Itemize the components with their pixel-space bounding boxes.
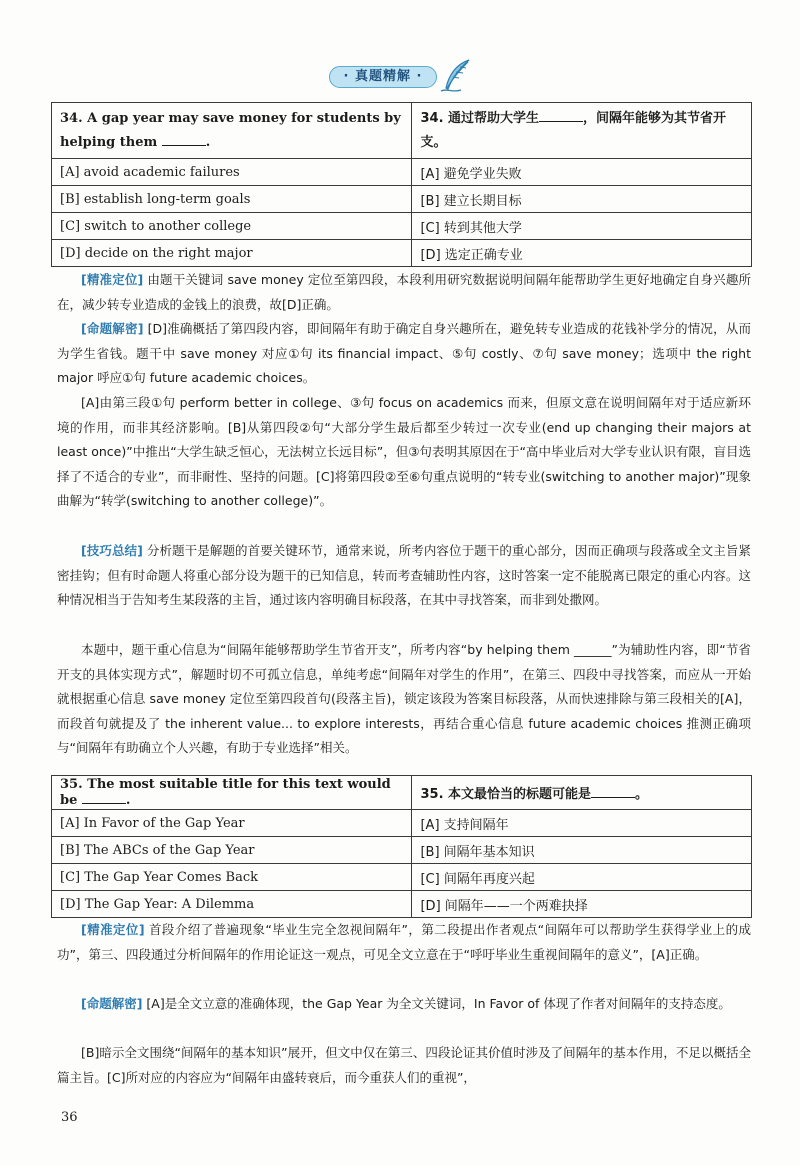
analysis-paragraph: [命题解密] [A]是全文立意的准确体现，the Gap Year 为全文关键词，In Favor of 体现了作者对间隔年的支持态度。 xyxy=(81,996,731,1011)
option-row xyxy=(52,240,752,267)
option-row xyxy=(52,891,752,918)
analysis-paragraph: [A]由第三段①句 perform better in college、③句 focus on academics 而来，但原文意在说明间隔年对于适应新环境的作用，而非其经济影响。[B]从第四段②句“大部分学生最后都至少转过一次专业(end up changing their majors at least once)”中推出“大学生缺乏恒心，无法树立长远目标”，但③句表明其原因在于“高中毕业后对大学专业认识有限，盲目选择了不适合的专业”，而非耐性、坚持的问题。[C]将第四段②至⑥句重点说明的“转专业(switching to another major)”现象曲解为“转学(switching to another college)”。 xyxy=(57,395,751,509)
option-zh: [C] 间隔年再度兴起 xyxy=(412,864,752,891)
option-en: [C] The Gap Year Comes Back xyxy=(52,864,412,891)
question-34-table xyxy=(51,102,752,267)
option-zh: [B] 建立长期目标 xyxy=(412,186,752,213)
answer-blank xyxy=(591,786,635,798)
option-zh: [B] 间隔年基本知识 xyxy=(412,837,752,864)
page-number: 36 xyxy=(61,1110,78,1125)
option-en: [C] switch to another college xyxy=(52,213,412,240)
option-row xyxy=(52,810,752,837)
question-35-en: 35. The most suitable title for this text would be . xyxy=(52,776,412,810)
feather-pen-icon xyxy=(439,58,473,94)
option-en: [A] In Favor of the Gap Year xyxy=(52,810,412,837)
option-zh: [D] 间隔年——一个两难抉择 xyxy=(412,891,752,918)
question-34-en: 34. A gap year may save money for students by helping them . xyxy=(52,103,412,159)
answer-blank xyxy=(162,134,206,146)
analysis-paragraph: [B]暗示全文围绕“间隔年的基本知识”展开，但文中仅在第三、四段论证其价值时涉及了间隔年的基本作用，不足以概括全篇主旨。[C]所对应的内容应为“间隔年由盛转衰后，而今重获人们的重视”， xyxy=(57,1045,751,1085)
option-zh: [A] 支持间隔年 xyxy=(412,810,752,837)
option-row xyxy=(52,837,752,864)
option-en: [B] The ABCs of the Gap Year xyxy=(52,837,412,864)
question-row xyxy=(52,103,752,159)
option-en: [D] decide on the right major xyxy=(52,240,412,267)
option-en: [B] establish long-term goals xyxy=(52,186,412,213)
section-tag: [精准定位] xyxy=(81,272,144,287)
section-tag: [命题解密] xyxy=(81,321,144,336)
analysis-paragraph: [精准定位] 首段介绍了普遍现象“毕业生完全忽视间隔年”，第二段提出作者观点“间隔年可以帮助学生获得学业上的成功”，第三、四段通过分析间隔年的作用论证这一观点，可见全文立意在于“呼吁毕业生重视间隔年的意义”，[A]正确。 xyxy=(57,922,751,962)
section-header xyxy=(0,58,800,94)
analysis-paragraph: [命题解密] [D]准确概括了第四段内容，即间隔年有助于确定自身兴趣所在，避免转专业造成的花钱补学分的情况，从而为学生省钱。题干中 save money 对应①句 its financial impact、⑤句 costly、⑦句 save money；选项中 the right major 呼应①句 future academic choices。 xyxy=(57,321,751,386)
section-tag: [精准定位] xyxy=(81,922,145,937)
option-row xyxy=(52,864,752,891)
option-en: [A] avoid academic failures xyxy=(52,159,412,186)
analysis-paragraph: [技巧总结] 分析题干是解题的首要关键环节，通常来说，所考内容位于题干的重心部分，因而正确项与段落或全文主旨紧密挂钩；但有时命题人将重心部分设为题干的已知信息，转而考查辅助性内容，这时答案一定不能脱离已限定的重心内容。这种情况相当于告知考生某段落的主旨，通过该内容明确目标段落，在其中寻找答案，而非到处撒网。 xyxy=(57,543,751,608)
question-35-table xyxy=(51,775,752,918)
question-row xyxy=(52,776,752,810)
option-zh: [C] 转到其他大学 xyxy=(412,213,752,240)
question-35-zh: 35. 本文最恰当的标题可能是 。 xyxy=(412,776,752,810)
section-title-badge: · 真题精解 · xyxy=(329,66,437,88)
analysis-paragraph: 本题中，题干重心信息为“间隔年能够帮助学生节省开支”，所考内容“by helping them ______”为辅助性内容，即“节省开支的具体实现方式”，解题时切不可孤立信息，单纯考虑“间隔年对学生的作用”，在第三、四段中寻找答案，而应从一开始就根据重心信息 save money 定位至第四段首句(段落主旨)，锁定该段为答案目标段落，从而快速排除与第三段相关的[A]，而段首句就提及了 the inherent value... to explore interests，再结合重心信息 future academic choices 推测正确项与“间隔年有助确立个人兴趣，有助于专业选择”相关。 xyxy=(57,642,751,756)
option-zh: [D] 选定正确专业 xyxy=(412,240,752,267)
answer-blank xyxy=(539,110,583,122)
option-en: [D] The Gap Year: A Dilemma xyxy=(52,891,412,918)
section-tag: [技巧总结] xyxy=(81,543,143,558)
option-zh: [A] 避免学业失败 xyxy=(412,159,752,186)
option-row xyxy=(52,213,752,240)
question-34-zh: 34. 通过帮助大学生 ，间隔年能够为其节省开支。 xyxy=(412,103,752,159)
analysis-paragraph: [精准定位] 由题干关键词 save money 定位至第四段，本段利用研究数据说明间隔年能帮助学生更好地确定自身兴趣所在，减少转专业造成的金钱上的浪费，故[D]正确。 xyxy=(57,272,751,312)
option-row xyxy=(52,159,752,186)
section-tag: [命题解密] xyxy=(81,996,143,1011)
answer-blank xyxy=(82,792,126,804)
option-row xyxy=(52,186,752,213)
